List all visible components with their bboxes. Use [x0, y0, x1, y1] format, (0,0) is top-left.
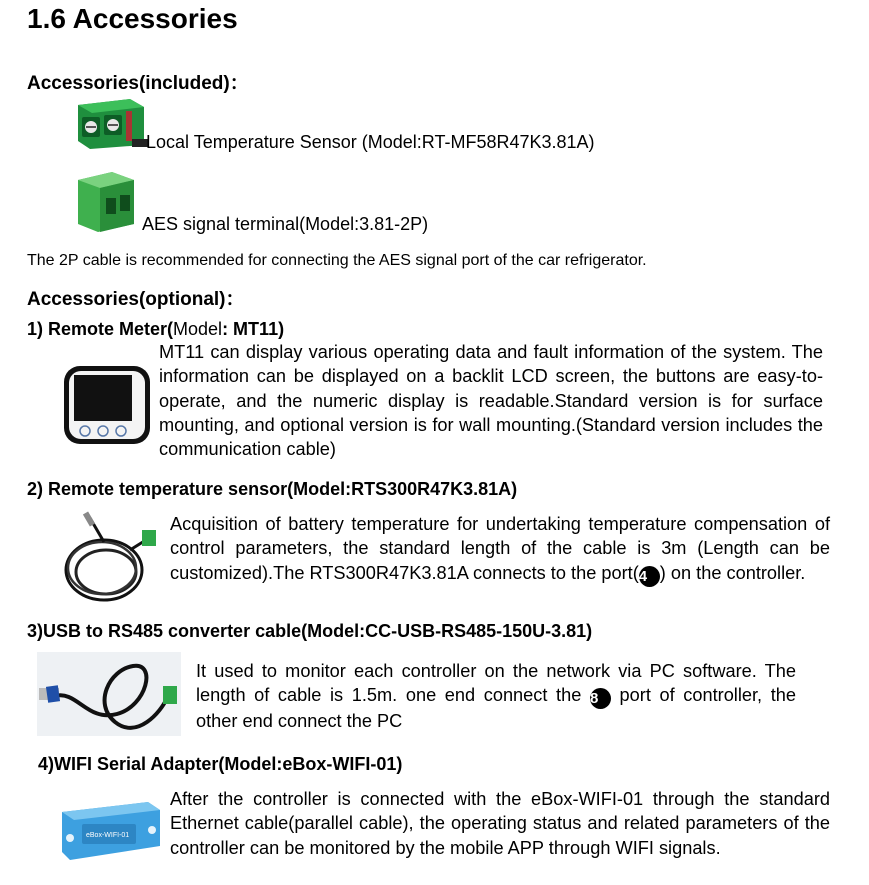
wifi-adapter-heading: 4)WIFI Serial Adapter(Model:eBox-WIFI-01) [38, 754, 403, 774]
port-8-badge: 8 [590, 688, 611, 709]
temperature-sensor-image [72, 95, 148, 151]
usb-rs485-heading: 3)USB to RS485 converter cable(Model:CC-USB-RS485-150U-3.81) [27, 621, 593, 641]
wifi-adapter-description: After the controller is connected with the eBox-WIFI-01 through the standard Ethernet cable(parallel cable), the operating status and related parameters of the controller can be monitored by the mobile APP through WIFI signals. [170, 789, 830, 858]
wifi-adapter-image [56, 800, 162, 862]
optional-heading: Accessories(optional)： [27, 289, 245, 310]
included-item-temperature-sensor: Local Temperature Sensor (Model:RT-MF58R47K3.81A) [146, 132, 595, 152]
usb-rs485-description: It used to monitor each controller on the network via PC software. The length of cable is 1.5m. one end connect the 8 port of controller, the other end connect the PC [196, 661, 796, 732]
remote-meter-image [62, 364, 152, 446]
included-note: The 2P cable is recommended for connecting the AES signal port of the car refrigerator. [27, 252, 647, 269]
remote-temp-sensor-image [60, 510, 158, 606]
page-title: 1.6 Accessories [27, 3, 238, 34]
wifi-adapter-device-label: eBox-WIFI-01 [86, 832, 130, 839]
remote-temp-sensor-heading: 2) Remote temperature sensor(Model:RTS300R47K3.81A) [27, 479, 518, 499]
remote-meter-heading: 1) Remote Meter(Model: MT11) [27, 319, 285, 339]
aes-terminal-image [72, 166, 142, 236]
remote-temp-sensor-description: Acquisition of battery temperature for undertaking temperature compensation of control parameters, the standard length of the cable is 3m (Length can be customized).The RTS300R47K3.81A connects to the port(4 ) on the controller. [170, 514, 830, 585]
included-item-aes-terminal: AES signal terminal(Model:3.81-2P) [142, 214, 429, 234]
included-heading: Accessories(included)： [27, 73, 249, 94]
port-4-badge: 4 [639, 566, 660, 587]
usb-rs485-cable-image [37, 652, 181, 736]
remote-meter-description: MT11 can display various operating data and fault information of the system. The information can be displayed on a backlit LCD screen, the buttons are easy-to-operate, and the numeric display is readable.Standard version is for surface mounting, and optional version is for wall mounting.(Standard version includes the communication cable) [159, 342, 823, 460]
